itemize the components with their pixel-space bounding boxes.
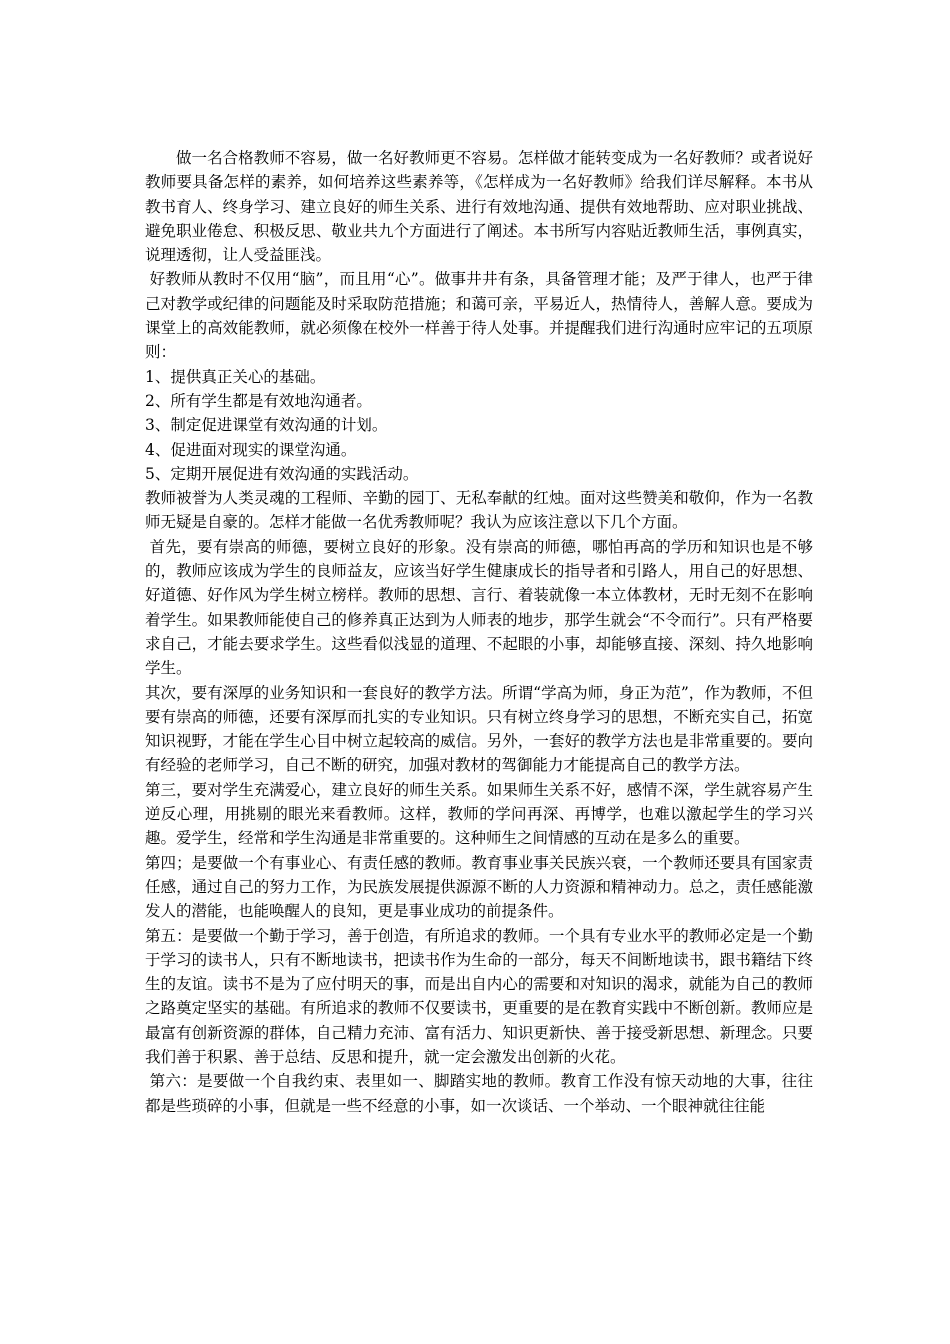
sixth-point-paragraph: 第六：是要做一个自我约束、表里如一、脚踏实地的教师。教育工作没有惊天动地的大事，往往都是些琐碎的小事，但就是一些不经意的小事，如一次谈话、一个举动、一个眼神就往往能 bbox=[145, 1072, 813, 1115]
fifth-point-paragraph: 第五：是要做一个勤于学习，善于创造，有所追求的教师。一个具有专业水平的教师必定是一个勤于学习的读书人，只有不断地读书，把读书作为生命的一部分，每天不间断地读书，跟书籍结下终生的友谊。读书不是为了应付明天的事，而是出自内心的需要和对知识的渴求，就能为自己的教师之路奠定坚实的基础。有所追求的教师不仅要读书，更重要的是在教育实践中不断创新。教师应是最富有创新资源的群体，自己精力充沛、富有活力、知识更新快、善于接受新思想、新理念。只要我们善于积累、善于总结、反思和提升，就一定会激发出创新的火花。 bbox=[145, 926, 813, 1066]
intro-paragraph: 做一名合格教师不容易，做一名好教师更不容易。怎样做才能转变成为一名好教师？或者说好教师要具备怎样的素养，如何培养这些素养等，《怎样成为一名好教师》给我们详尽解释。本书从教书育人、终身学习、建立良好的师生关系、进行有效地沟通、提供有效地帮助、应对职业挑战、避免职业倦怠、积极反思、敬业共九个方面进行了阐述。本书所写内容贴近教师生活，事例真实，说理透彻，让人受益匪浅。 bbox=[145, 149, 813, 265]
fourth-point-paragraph: 第四；是要做一个有事业心、有责任感的教师。教育事业事关民族兴衰，一个教师还要具有国家责任感，通过自己的努力工作，为民族发展提供源源不断的人力资源和精神动力。总之，责任感能激发人的潜能，也能唤醒人的良知，更是事业成功的前提条件。 bbox=[145, 853, 813, 921]
good-teacher-paragraph: 好教师从教时不仅用“脑”，而且用“心”。做事井井有条，具备管理才能；及严于律人，也严于律己对教学或纪律的问题能及时采取防范措施；和蔼可亲，平易近人，热情待人，善解人意。要成为课堂上的高效能教师，就必须像在校外一样善于待人处事。并提醒我们进行沟通时应牢记的五项原则： bbox=[145, 270, 813, 362]
principle-item-2: 2、所有学生都是有效地沟通者。 bbox=[145, 391, 372, 410]
second-point-paragraph: 其次，要有深厚的业务知识和一套良好的教学方法。所谓“学高为师，身正为范”，作为教师，不但要有崇高的师德，还要有深厚而扎实的专业知识。只有树立终身学习的思想，不断充实自己，拓宽知识视野，才能在学生心目中树立起较高的威信。另外，一套好的教学方法也是非常重要的。要向有经验的老师学习，自己不断的研究，加强对教材的驾御能力才能提高自己的教学方法。 bbox=[145, 683, 813, 775]
principle-item-3: 3、制定促进课堂有效沟通的计划。 bbox=[145, 416, 388, 435]
engineer-paragraph: 教师被誉为人类灵魂的工程师、辛勤的园丁、无私奉献的红烛。面对这些赞美和敬仰，作为一名教师无疑是自豪的。怎样才能做一名优秀教师呢？我认为应该注意以下几个方面。 bbox=[145, 489, 813, 532]
principle-item-4: 4、促进面对现实的课堂沟通。 bbox=[145, 440, 357, 459]
principle-item-5: 5、定期开展促进有效沟通的实践活动。 bbox=[145, 464, 419, 483]
first-point-paragraph: 首先，要有崇高的师德，要树立良好的形象。没有崇高的师德，哪怕再高的学历和知识也是不够的，教师应该成为学生的良师益友，应该当好学生健康成长的指导者和引路人，用自己的好思想、好道德、好作风为学生树立榜样。教师的思想、言行、着装就像一本立体教材，无时无刻不在影响着学生。如果教师能使自己的修养真正达到为人师表的地步，那学生就会“不令而行”。只有严格要求自己，才能去要求学生。这些看似浅显的道理、不起眼的小事，却能够直接、深刻、持久地影响学生。 bbox=[145, 537, 813, 678]
third-point-paragraph: 第三，要对学生充满爱心，建立良好的师生关系。如果师生关系不好，感情不深，学生就容易产生逆反心理，用挑剔的眼光来看教师。这样，教师的学问再深、再博学，也难以激起学生的学习兴趣。爱学生，经常和学生沟通是非常重要的。这种师生之间情感的互动在是多么的重要。 bbox=[145, 780, 813, 848]
principle-item-1: 1、提供真正关心的基础。 bbox=[145, 367, 326, 386]
document-body bbox=[145, 146, 813, 1118]
